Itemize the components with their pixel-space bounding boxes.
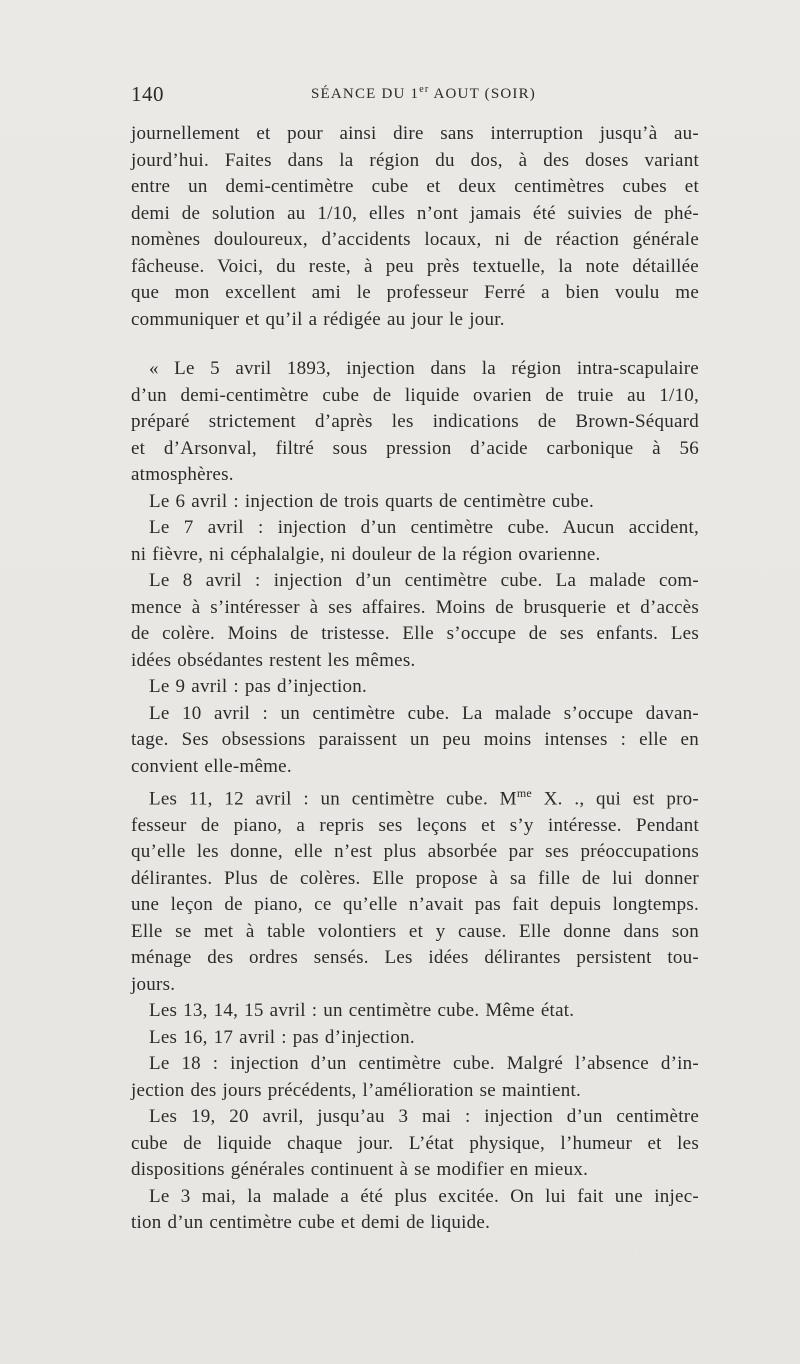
text-line: Le 3 mai, la malade a été plus excitée. On lui fait une injec-	[149, 1185, 699, 1207]
text-line: ni fièvre, ni céphalalgie, ni douleur de la région ovarienne.	[131, 543, 601, 565]
paragraph-gap	[131, 333, 699, 356]
text-line: d’un demi-centimètre cube de liquide ovarien de truie au 1/10,	[131, 384, 699, 406]
text-line: Le 18 : injection d’un centimètre cube. Malgré l’absence d’in-	[149, 1053, 699, 1075]
text-line: délirantes. Plus de colères. Elle propose à sa fille de lui donner	[131, 867, 699, 889]
text-line: jection des jours précédents, l’amélioration se maintient.	[131, 1079, 581, 1101]
text-line: préparé strictement d’après les indications de Brown-Séquard	[131, 411, 699, 432]
text-line: Le 10 avril : un centimètre cube. La malade s’occupe davan-	[149, 702, 699, 724]
running-head-rest: AOUT (SOIR)	[429, 86, 537, 102]
text-line: que mon excellent ami le professeur Ferré a bien voulu me	[131, 282, 699, 303]
text-line: communiquer et qu’il a rédigée au jour le jour.	[131, 308, 505, 330]
text-line: cube de liquide chaque jour. L’état physique, l’humeur et les	[131, 1132, 699, 1154]
text-line: une leçon de piano, ce qu’elle n’avait pas fait depuis longtemps.	[131, 894, 699, 916]
text-line: tage. Ses obsessions paraissent un peu moins intenses : elle en	[131, 729, 699, 750]
text-line: Le 9 avril : pas d’injection.	[149, 676, 368, 697]
text-line: dispositions générales continuent à se modifier en mieux.	[131, 1159, 589, 1181]
running-head-superscript: er	[419, 84, 430, 95]
text-line: et d’Arsonval, filtré sous pression d’acide carbonique à 56	[131, 437, 699, 459]
text-line: tion d’un centimètre cube et demi de liquide.	[131, 1212, 491, 1234]
text-line: qu’elle les donne, elle n’est plus absorbée par ses préoccupations	[131, 841, 699, 863]
text-line: convient elle-même.	[131, 755, 292, 777]
text-line: journellement et pour ainsi dire sans interruption jusqu’à au-	[131, 123, 699, 144]
text-line: Les 16, 17 avril : pas d’injection.	[149, 1026, 415, 1048]
superscript: me	[516, 786, 532, 800]
text-line: Les 13, 14, 15 avril : un centimètre cube. Même état.	[149, 1000, 575, 1022]
text-line: fâcheuse. Voici, du reste, à peu près textuelle, la note détaillée	[131, 255, 699, 277]
text-line: mence à s’intéresser à ses affaires. Moins de brusquerie et d’accès	[131, 596, 699, 618]
page-header	[131, 82, 699, 112]
running-head	[311, 84, 536, 103]
text-line: Le 8 avril : injection d’un centimètre cube. La malade com-	[149, 570, 699, 591]
text-line: ménage des ordres sensés. Les idées délirantes persistent tou-	[131, 947, 699, 969]
text-line: demi de solution au 1/10, elles n’ont jamais été suivies de phé-	[131, 202, 699, 224]
page-number: 140	[131, 82, 164, 106]
body-text	[131, 121, 699, 1237]
text-line: Le 7 avril : injection d’un centimètre cube. Aucun accident,	[149, 517, 699, 538]
text-line: idées obsédantes restent les mêmes.	[131, 649, 416, 671]
text-line: jourd’hui. Faites dans la région du dos, à des doses variant	[131, 149, 699, 171]
text-line: Le 6 avril : injection de trois quarts de centimètre cube.	[149, 490, 594, 512]
text-line: nomènes douloureux, d’accidents locaux, ni de réaction générale	[131, 229, 699, 250]
text-line: fesseur de piano, a repris ses leçons et s’y intéresse. Pendant	[131, 814, 699, 836]
text-line: de colère. Moins de tristesse. Elle s’occupe de ses enfants. Les	[131, 623, 699, 644]
text-line: Elle se met à table volontiers et y cause. Elle donne dans son	[131, 920, 699, 942]
text-line: Les 11, 12 avril : un centimètre cube. $M^{me}$ X. ., qui est pro-	[149, 786, 699, 810]
text-line: jours.	[131, 973, 176, 995]
running-head-text: SÉANCE DU 1	[311, 86, 420, 102]
text-line: Les 19, 20 avril, jusqu’au 3 mai : injection d’un centimètre	[149, 1106, 699, 1128]
text-line: « Le 5 avril 1893, injection dans la région intra-scapulaire	[149, 358, 699, 379]
text-line: atmosphères.	[131, 464, 234, 485]
text-line: entre un demi-centimètre cube et deux centimètres cubes et	[131, 176, 699, 197]
